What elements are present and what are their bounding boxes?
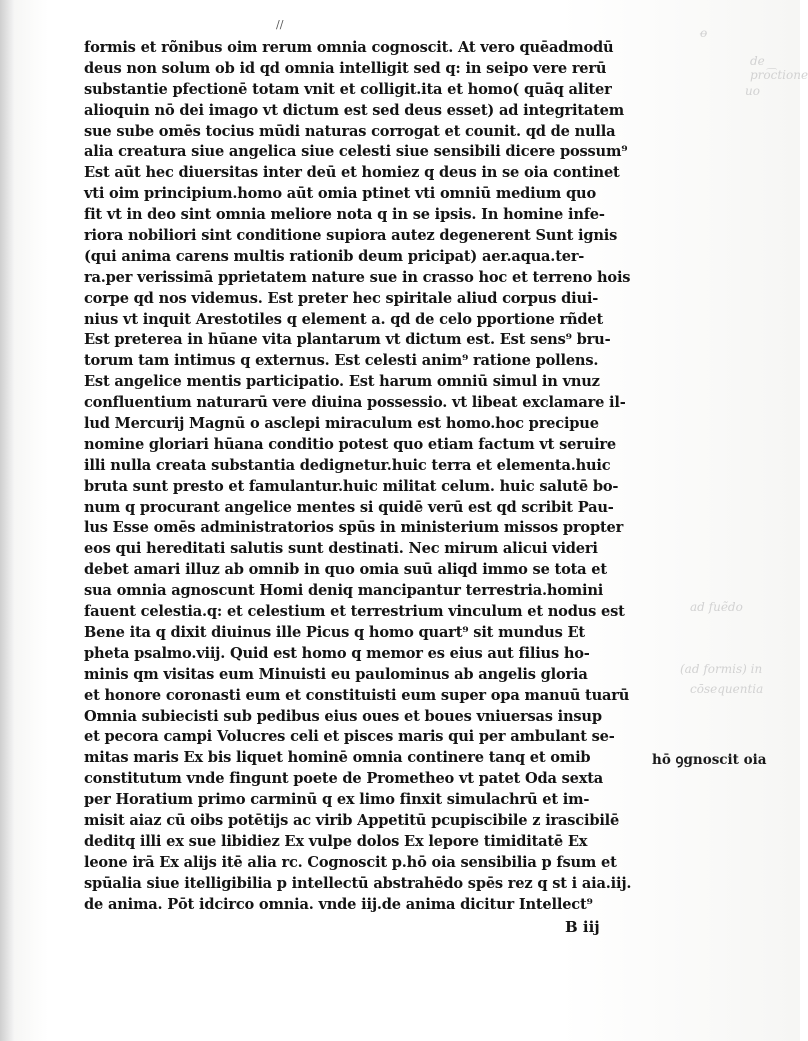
- text-line: Est preterea in hūane vita plantarum vt dictum est. Est sens⁹ bru-: [84, 331, 611, 349]
- text-line: spūalia siue itelligibilia p intellectū abstrahēdo spēs rez q st i aia.iij.: [84, 874, 632, 892]
- text-line: nius vt inquit Arestotiles q element a. qd de celo pportione rñdet: [84, 310, 604, 328]
- text-line: constitutum vnde fingunt poete de Prometheo vt patet Oda sexta: [84, 770, 604, 788]
- text-line: num q procurant angelice mentes si quidē verū est qd scribit Pau-: [84, 498, 614, 516]
- text-line: fauent celestia.q: et celestium et terrestrium vinculum et nodus est: [84, 603, 625, 621]
- text-line: bruta sunt presto et famulantur.huic militat celum. huic salutē bo-: [84, 477, 619, 495]
- text-line: torum tam intimus q externus. Est celesti anim⁹ ratione pollens.: [84, 352, 599, 370]
- main-text-block: [84, 38, 646, 915]
- text-line: formis et rõnibus oim rerum omnia cognoscit. At vero quēadmodū: [84, 39, 614, 56]
- text-line: Est aūt hec diuersitas inter deū et homiez q deus in se oia continet: [84, 164, 620, 182]
- text-line: vti oim principium.homo aūt omia ptinet vti omniū medium quo: [84, 185, 596, 203]
- text-line: deditq illi ex sue libidiez Ex vulpe dolos Ex lepore timiditatē Ex: [84, 832, 588, 850]
- text-line: deus non solum ob id qd omnia intelligit sed q: in seipo vere rerū: [84, 59, 607, 77]
- text-line: substantie pfectionē totam vnit et colligit.ita et homo( quāq aliter: [84, 80, 612, 98]
- text-line: ra.per verissimā pprietatem nature sue in crasso hoc et terreno hois: [84, 268, 631, 286]
- text-line: confluentium naturarū vere diuina possessio. vt libeat exclamare il-: [84, 394, 626, 412]
- text-line: Est angelice mentis participatio. Est harum omniū simul in vnuz: [84, 373, 600, 391]
- gutter-shadow: [0, 0, 14, 1041]
- text-line: illi nulla creata substantia dedignetur.huic terra et elementa.huic: [84, 456, 611, 474]
- bleedthrough-note: (ad formis) in: [680, 662, 763, 676]
- text-line: Omnia subiecisti sub pedibus eius oues et boues vniuersas insup: [84, 707, 602, 725]
- text-line: sue sube omēs tocius mūdi naturas corrogat et counit. qd de nulla: [84, 122, 616, 140]
- bleedthrough-note: cōsequentia: [690, 682, 764, 696]
- text-line: misit aiaz cū oibs potētijs ac virib Appetitū pcupiscibile z irascibilē: [84, 811, 620, 829]
- marginal-note: hō ꝯgnoscit oia: [652, 752, 767, 768]
- text-line: mitas maris Ex bis liquet hominē omnia continere tanq et omib: [84, 749, 591, 767]
- bleedthrough-note: uo: [745, 84, 760, 98]
- ink-mark: //: [276, 18, 284, 31]
- text-line: corpe qd nos videmus. Est preter hec spiritale aliud corpus diui-: [84, 289, 599, 307]
- text-line: leone irā Ex alijs itē alia rc. Cognoscit p.hō oia sensibilia p fsum et: [84, 853, 617, 871]
- text-line: et pecora campi Volucres celi et pisces maris qui per ambulant se-: [84, 728, 615, 746]
- text-line: sua omnia agnoscunt Homi deniq mancipantur terrestria.homini: [84, 582, 604, 600]
- text-line: alioquin nō dei imago vt dictum est sed deus esset) ad integritatem: [84, 101, 624, 119]
- text-line: (qui anima carens multis rationib deum pricipat) aer.aqua.ter-: [84, 247, 585, 265]
- text-line: riora nobiliori sint conditione supiora autez degenerent Sunt ignis: [84, 227, 618, 245]
- bleedthrough-note: o̶: [700, 26, 708, 40]
- text-line: minis qm visitas eum Minuisti eu paulominus ab angelis gloria: [84, 665, 588, 683]
- text-line: nomine gloriari hūana conditio potest quo etiam factum vt seruire: [84, 435, 616, 453]
- text-line: lud Mercurij Magnū o asclepi miraculum est homo.hoc precipue: [84, 415, 599, 433]
- text-line: Bene ita q dixit diuinus ille Picus q homo quart⁹ sit mundus Et: [84, 623, 585, 641]
- text-line: de anima. Pōt idcirco omnia. vnde iij.de anima dicitur Intellect⁹: [84, 895, 593, 913]
- bleedthrough-note: ad fuẽdo: [690, 600, 743, 614]
- text-line: pheta psalmo.viij. Quid est homo q memor es eius aut filius ho-: [84, 644, 590, 662]
- signature-mark: B iij: [565, 918, 600, 936]
- bleedthrough-note: de pro͡ctione: [750, 54, 808, 82]
- text-line: fit vt in deo sint omnia meliore nota q in se ipsis. In homine infe-: [84, 206, 605, 224]
- text-line: debet amari illuz ab omnib in quo omia suū aliqd immo se tota et: [84, 561, 607, 579]
- text-line: et honore coronasti eum et constituisti eum super opa manuū tuarū: [84, 686, 630, 704]
- text-line: eos qui hereditati salutis sunt destinati. Nec mirum alicui videri: [84, 540, 598, 558]
- text-line: alia creatura siue angelica siue celesti siue sensibili dicere possum⁹: [84, 143, 628, 161]
- text-line: lus Esse omēs administratorios spūs in ministerium missos propter: [84, 519, 624, 537]
- text-line: per Horatium primo carminū q ex limo finxit simulachrū et im-: [84, 791, 590, 809]
